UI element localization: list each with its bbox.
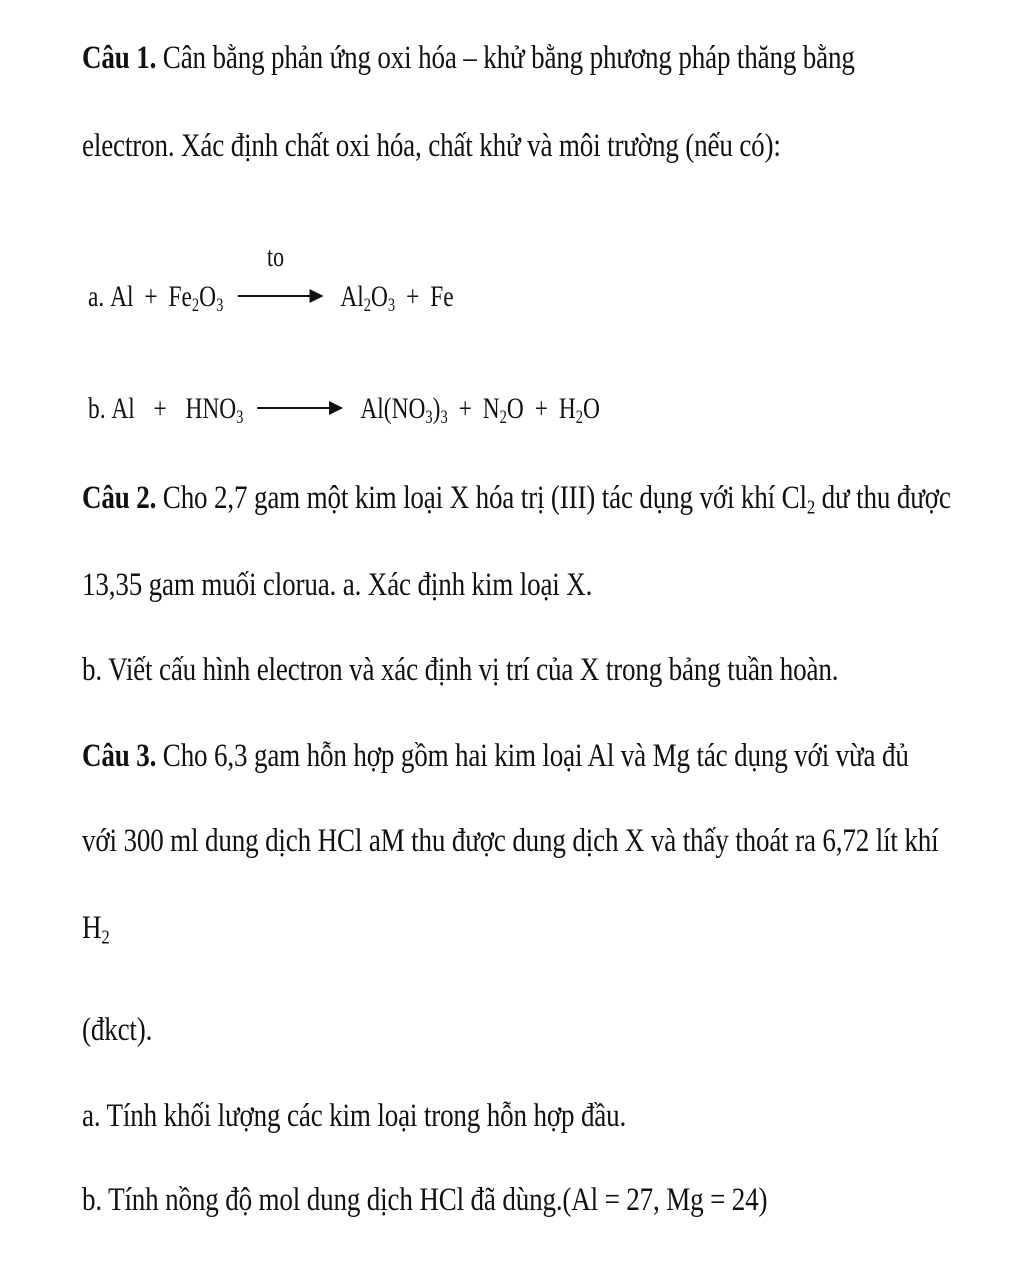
equation-b-product-1 — [360, 392, 448, 429]
equation-b-plus-3: + — [534, 392, 548, 425]
question-3-label: Câu 3. — [82, 738, 157, 774]
question-2-text-1b: dư thu được — [815, 480, 951, 516]
question-3-text-6: b. Tính nồng độ mol dung dịch HCl đã dùng.(Al = 27, Mg = 24) — [82, 1182, 768, 1218]
equation-a-product-1 — [340, 280, 396, 317]
question-3-text-5: a. Tính khối lượng các kim loại trong hỗn hợp đầu. — [82, 1098, 627, 1134]
subscript: 2 — [575, 407, 583, 429]
question-2-line-2 — [82, 567, 592, 604]
subscript: 3 — [216, 295, 224, 317]
subscript: 3 — [387, 295, 396, 317]
question-2-label: Câu 2. — [82, 480, 157, 516]
formula-part: HNO — [185, 392, 237, 425]
subscript: 2 — [191, 295, 200, 317]
equation-b-product-2 — [482, 392, 524, 429]
question-3-text-1: Cho 6,3 gam hỗn hợp gồm hai kim loại Al và Mg tác dụng với vừa đủ — [156, 738, 909, 774]
question-2-line-3 — [82, 652, 838, 689]
reaction-condition: to — [267, 242, 285, 273]
equation-b-reactant-1: Al — [111, 392, 135, 425]
subscript: 3 — [440, 407, 448, 429]
equation-b-reactant-2 — [185, 392, 244, 429]
formula-part: O — [582, 392, 600, 425]
equation-a-label: a. — [88, 280, 105, 313]
equation-b-plus-2: + — [458, 392, 472, 425]
question-1-text-2: electron. Xác định chất oxi hóa, chất khử và môi trường (nếu có): — [82, 128, 781, 164]
equation-a-plus-2: + — [406, 280, 420, 313]
question-3-line-3 — [82, 910, 110, 947]
reaction-arrow-icon — [237, 242, 323, 306]
question-3-text-2: với 300 ml dung dịch HCl aM thu được dung dịch X và thấy thoát ra 6,72 lít khí — [82, 823, 939, 859]
question-3-text-4: (đkct). — [82, 1012, 153, 1048]
equation-a-reactant-1: Al — [110, 280, 134, 313]
question-1-label: Câu 1. — [82, 40, 157, 76]
equation-b-plus-1: + — [153, 392, 167, 425]
formula-part: H — [82, 910, 102, 946]
reaction-arrow-icon — [257, 398, 343, 418]
subscript: 2 — [363, 295, 371, 317]
equation-b-product-3 — [558, 392, 600, 429]
formula-part: N — [482, 392, 500, 425]
question-2-line-1 — [82, 480, 951, 517]
formula-part: O — [506, 392, 524, 425]
question-3-line-4 — [82, 1012, 152, 1049]
subscript: 2 — [499, 407, 507, 429]
subscript: 2 — [806, 496, 816, 519]
subscript: 3 — [236, 407, 244, 429]
subscript: 2 — [101, 926, 110, 949]
formula-part: ) — [432, 392, 441, 425]
equation-b-label: b. — [88, 392, 106, 425]
question-3-line-6 — [82, 1182, 767, 1219]
question-1-line-1 — [82, 40, 855, 77]
formula-part: Al — [340, 280, 364, 313]
equation-a-plus-1: + — [144, 280, 158, 313]
equation-a — [88, 242, 454, 317]
equation-a-product-2: Fe — [430, 280, 454, 313]
question-2-text-2: 13,35 gam muối clorua. a. Xác định kim loại X. — [82, 567, 593, 603]
formula-part: O — [370, 280, 388, 313]
question-2-text-1a: Cho 2,7 gam một kim loại X hóa trị (III) tác dụng với khí Cl — [156, 480, 807, 516]
formula-part: H — [558, 392, 576, 425]
question-1-line-2 — [82, 128, 781, 165]
subscript: 3 — [425, 407, 433, 429]
formula-part: Fe — [168, 280, 192, 313]
question-2-text-3: b. Viết cấu hình electron và xác định vị trí của X trong bảng tuần hoàn. — [82, 652, 839, 688]
equation-b — [88, 392, 600, 429]
formula-part: O — [199, 280, 217, 313]
question-1-text-1: Cân bằng phản ứng oxi hóa – khử bằng phương pháp thăng bằng — [156, 40, 855, 76]
question-3-line-5 — [82, 1098, 626, 1135]
question-3-line-1 — [82, 738, 909, 775]
equation-a-reactant-2 — [168, 280, 224, 317]
question-3-line-2 — [82, 823, 938, 860]
formula-part: Al(NO — [360, 392, 426, 425]
